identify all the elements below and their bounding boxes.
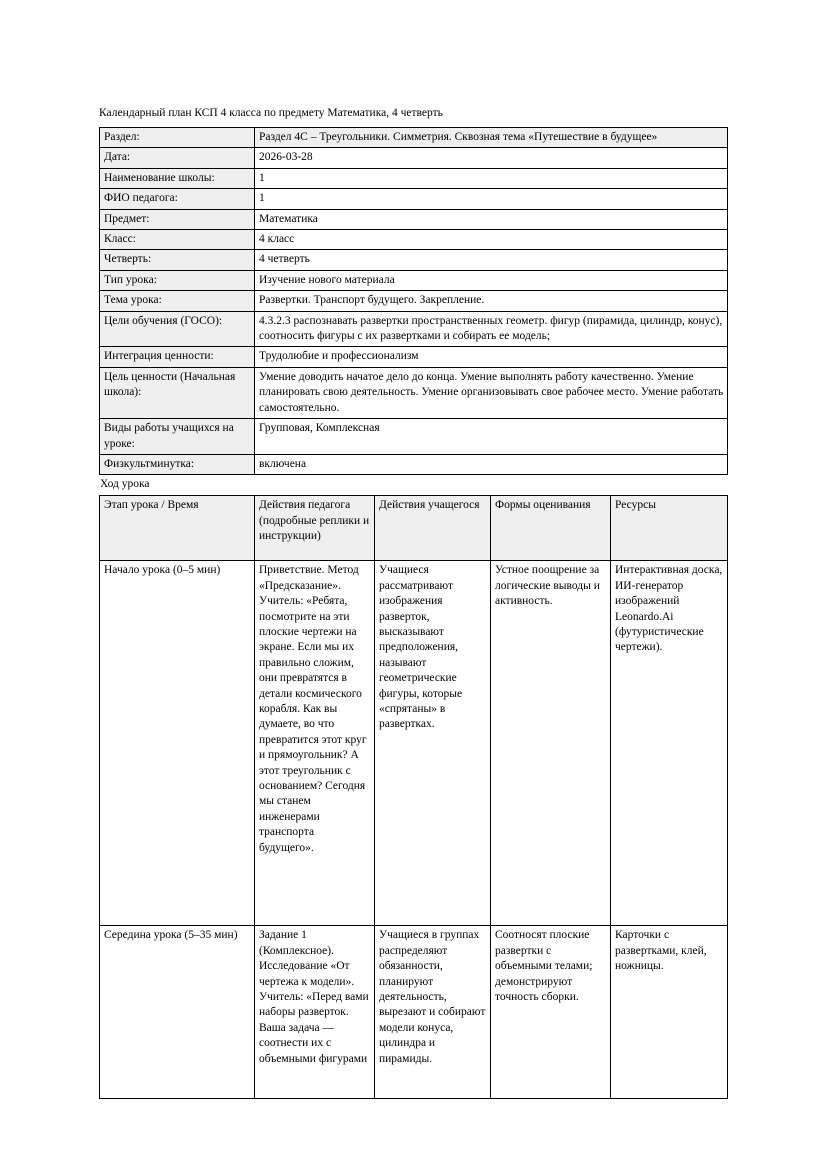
info-value: 4 четверть <box>255 250 728 270</box>
cell-student-actions: Учащиеся в группах распределяют обязанности, планируют деятельность, вырезают и собирают модели конуса, цилиндра и пирамиды. <box>375 926 491 1099</box>
table-row <box>100 230 728 250</box>
info-value: 4.3.2.3 распознавать развертки пространственных геометр. фигур (пирамида, цилиндр, конус), соотносить фигуры с их развертками и собирать ее модель; <box>255 311 728 347</box>
section-caption-lesson-flow: Ход урока <box>100 478 150 491</box>
lesson-flow-table-head <box>100 496 728 561</box>
cell-assessment-forms: Соотносят плоские развертки с объемными телами; демонстрируют точность сборки. <box>491 926 611 1099</box>
info-label: Раздел: <box>100 128 255 148</box>
cell-teacher-actions: Приветствие. Метод «Предсказание». Учитель: «Ребята, посмотрите на эти плоские чертежи на экране. Если мы их правильно сложим, они превратятся в детали космического корабля. Как вы думаете, во что превратится этот круг и прямоугольник? А этот треугольник с основанием? Сегодня мы станем инженерами транспорта будущего». <box>255 561 375 926</box>
info-label: Интеграция ценности: <box>100 347 255 367</box>
column-header-stage: Этап урока / Время <box>100 496 255 561</box>
column-header-assessment-forms: Формы оценивания <box>491 496 611 561</box>
info-label: ФИО педагога: <box>100 189 255 209</box>
info-value: Развертки. Транспорт будущего. Закрепление. <box>255 291 728 311</box>
info-label: Дата: <box>100 148 255 168</box>
info-label: Виды работы учащихся на уроке: <box>100 419 255 455</box>
info-value: Раздел 4С – Треугольники. Симметрия. Сквозная тема «Путешествие в будущее» <box>255 128 728 148</box>
table-header-row <box>100 496 728 561</box>
page-title: Календарный план КСП 4 класса по предмету Математика, 4 четверть <box>99 107 443 119</box>
table-row <box>100 168 728 188</box>
table-row <box>100 367 728 418</box>
info-value: 2026-03-28 <box>255 148 728 168</box>
column-header-resources: Ресурсы <box>611 496 728 561</box>
table-row <box>100 270 728 290</box>
cell-student-actions: Учащиеся рассматривают изображения разверток, высказывают предположения, называют геометрические фигуры, которые «спрятаны» в развертках. <box>375 561 491 926</box>
table-row <box>100 291 728 311</box>
table-row <box>100 128 728 148</box>
lesson-flow-table <box>99 495 728 1099</box>
column-header-student-actions: Действия учащегося <box>375 496 491 561</box>
info-value: 1 <box>255 168 728 188</box>
column-header-teacher-actions: Действия педагога (подробные реплики и инструкции) <box>255 496 375 561</box>
info-label: Физкультминутка: <box>100 454 255 474</box>
table-row <box>100 561 728 926</box>
cell-stage: Середина урока (5–35 мин) <box>100 926 255 1099</box>
info-value: 1 <box>255 189 728 209</box>
cell-stage: Начало урока (0–5 мин) <box>100 561 255 926</box>
cell-resources: Интерактивная доска, ИИ-генератор изображений Leonardo.Ai (футуристические чертежи). <box>611 561 728 926</box>
info-value: 4 класс <box>255 230 728 250</box>
info-value: Умение доводить начатое дело до конца. Умение выполнять работу качественно. Умение планировать свою деятельность. Умение организовывать свое рабочее место. Умение работать самостоятельно. <box>255 367 728 418</box>
table-row <box>100 250 728 270</box>
info-value: Групповая, Комплексная <box>255 419 728 455</box>
table-row <box>100 311 728 347</box>
lesson-flow-table-body <box>100 561 728 1099</box>
table-row <box>100 419 728 455</box>
info-label: Наименование школы: <box>100 168 255 188</box>
info-label: Класс: <box>100 230 255 250</box>
info-label: Четверть: <box>100 250 255 270</box>
table-row <box>100 209 728 229</box>
table-row <box>100 347 728 367</box>
cell-resources: Карточки с развертками, клей, ножницы. <box>611 926 728 1099</box>
table-row <box>100 926 728 1099</box>
lesson-info-table <box>99 127 728 475</box>
table-row <box>100 148 728 168</box>
info-label: Тип урока: <box>100 270 255 290</box>
lesson-info-table-body <box>100 128 728 475</box>
info-label: Цели обучения (ГОСО): <box>100 311 255 347</box>
info-label: Тема урока: <box>100 291 255 311</box>
cell-assessment-forms: Устное поощрение за логические выводы и активность. <box>491 561 611 926</box>
table-row <box>100 454 728 474</box>
info-value: Математика <box>255 209 728 229</box>
table-row <box>100 189 728 209</box>
info-label: Цель ценности (Начальная школа): <box>100 367 255 418</box>
info-value: включена <box>255 454 728 474</box>
cell-teacher-actions: Задание 1 (Комплексное). Исследование «От чертежа к модели». Учитель: «Перед вами наборы разверток. Ваша задача — соотнести их с объемными фигурами <box>255 926 375 1099</box>
info-value: Изучение нового материала <box>255 270 728 290</box>
info-label: Предмет: <box>100 209 255 229</box>
info-value: Трудолюбие и профессионализм <box>255 347 728 367</box>
